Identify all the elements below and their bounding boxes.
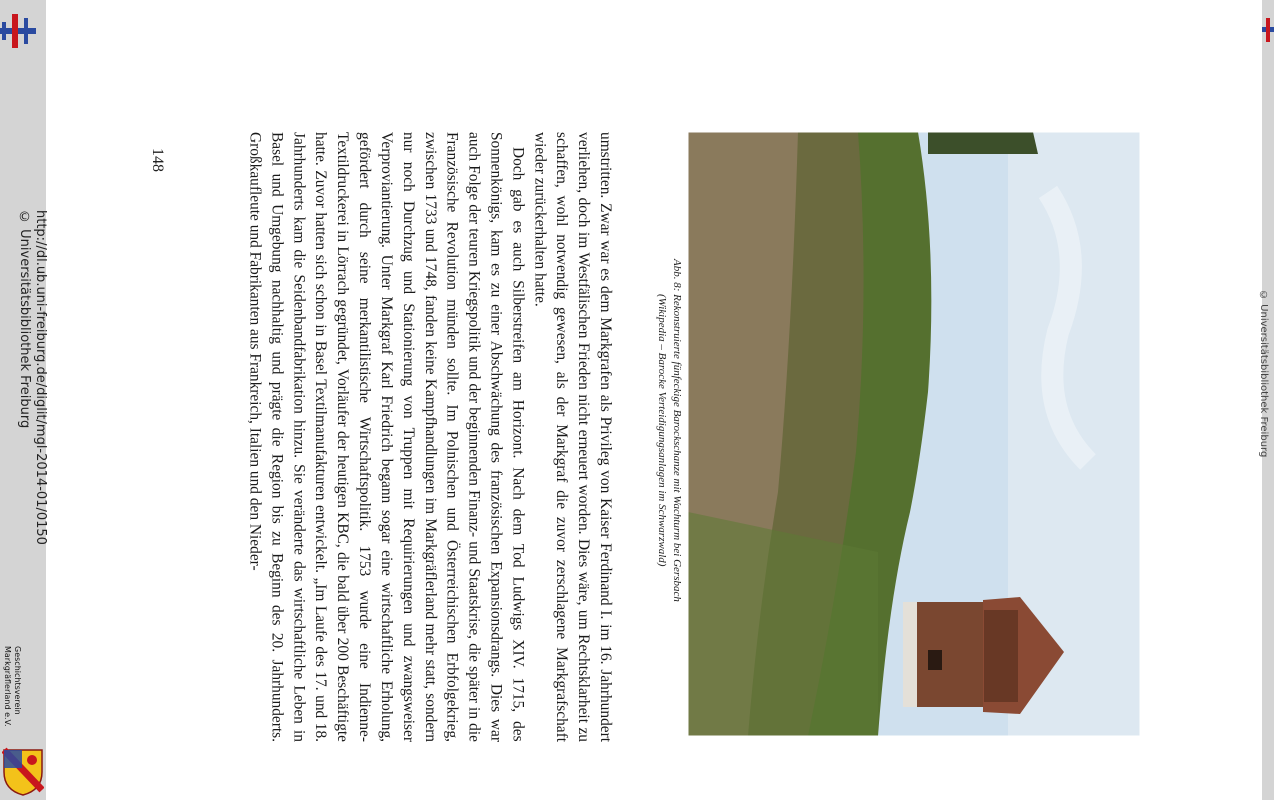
scan-marker-icon [0,14,40,48]
caption-source: (Wikipedia – Barocke Verteidigungsanlagen im Schwarzwald) [656,293,668,567]
society-line-1: Geschichtsverein [13,646,22,715]
digital-library-url[interactable]: http://dl.ub.uni-freiburg.de/diglit/mgl-2014-01/0150 [33,210,48,545]
paragraph-2: Doch gab es auch Silberstreifen am Horizont. Nach dem Tod Ludwigs XIV. 1715, des Sonnenkönigs, kam es zu einer Abschwächung des französischen Expansionsdrangs. Dies war auch Folge der teuren Kriegspolitik und der beginnenden Finanz- und Staatskrise, die später in die Französische Revolution münden sollte. Im Polnischen und Österreichischen Erbfolgekrieg, zwischen 1733 und 1748, fanden keine Kampfhandlungen im Markgräflerland mehr statt, sondern nur noch Durchzug und Stationierung von Truppen mit Requirierungen und zwangsweiser Verproviantierung. Unter Markgraf Karl Friedrich begann sogar eine wirtschaftliche Erholung, gefördert durch seine merkantilistische Wirtschaftspolitik. 1753 wurde eine Indienne-Textildruckerei in Lörrach gegründet, Vorläufer der heutigen KBC, die bald über 200 Beschäftigte hatte. Zuvor hatten sich schon in Basel Textilmanufakturen entwickelt. „Im Laufe des 17. und 18. Jahrhunderts kam die Seidenbandfabrikation hinzu. Sie veränderte das wirtschaftliche Leben in Basel und Umgebung nachhaltig und prägte die Region bis zu Beginn des 20. Jahrhunderts. Großkaufleute und Fabrikanten aus Frankreich, Italien und den Nieder- [246,132,527,742]
photo-barockschanze [688,132,1140,736]
society-label [2,646,22,746]
scan-marker-right-icon [1262,18,1274,42]
body-text [200,132,616,742]
caption-title: Abb. 8: Rekonstruierte fünfeckige Barockschanze mit Wachturm bei Gersbach [671,258,683,602]
figure-caption [644,200,684,660]
society-line-2: Markgräflerland e.V. [3,646,12,727]
paragraph-1: umstritten. Zwar war es dem Markgrafen als Privileg von Kaiser Ferdinand I. im 16. Jahrhundert verliehen, doch im Westfälischen Frieden nicht erneuert worden. Dies wäre, um Rechtsklarheit zu schaffen, wohl notwendig gewesen, als der Markgraf die zuvor zerschlagene Markgrafschaft wieder zurückerhalten hatte. [531,132,614,742]
library-copyright: © Universitätsbibliothek Freiburg [17,210,32,429]
coat-of-arms-icon [2,746,44,796]
page-number: 148 [149,148,166,172]
right-edge-copyright: © Universitätsbibliothek Freiburg [1258,290,1269,458]
